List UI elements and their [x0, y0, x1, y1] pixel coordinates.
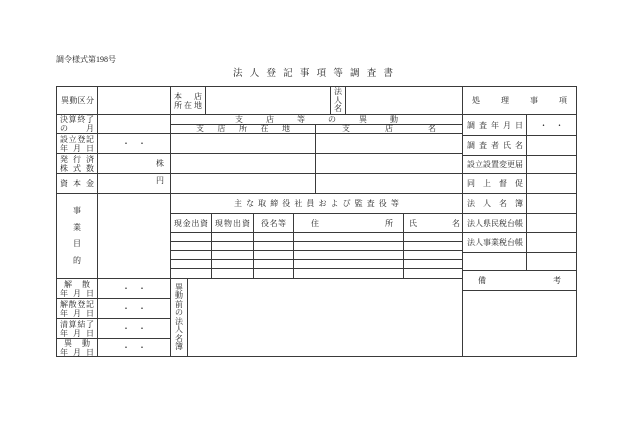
shares-label-line2-char: 式	[73, 163, 81, 173]
dissolution-registration-label-line2-char: 日	[86, 308, 94, 318]
officers-col-name-label	[409, 219, 460, 228]
business-tax-label	[467, 238, 523, 247]
business-tax-label-char: 法	[467, 238, 475, 247]
prefectural-tax-label-char: 法	[467, 218, 475, 228]
purpose-label-char: 目	[73, 239, 81, 249]
officers-col-cash-label-char: 資	[199, 218, 208, 228]
shares-label-line2-char: 株	[60, 163, 68, 173]
dissolution-label-line2-char: 日	[86, 288, 94, 298]
surveyor-label-char: 名	[515, 141, 523, 150]
establishment-label-line1-char: 立	[68, 134, 77, 144]
fiscal-end-label-line1-char: 決	[60, 115, 68, 124]
purpose-cell	[56, 193, 98, 279]
dissolution-registration-label-line1-char: 解	[60, 299, 68, 309]
officers-col-kind-label-char: 資	[242, 218, 250, 228]
form-title-char: 登	[266, 69, 276, 79]
officers-col-address-label	[311, 219, 393, 228]
dissolution-label-line1-char: 散	[82, 279, 90, 289]
fiscal-end-value	[97, 114, 171, 134]
liquidation-label-line2	[60, 329, 94, 338]
processing-title-char: 処	[472, 96, 480, 105]
branch-col-address-char: 在	[260, 124, 269, 133]
survey-date-mark: ・ ・	[539, 120, 564, 130]
fiscal-end-label-line2	[60, 124, 94, 133]
officers-col-role-label	[261, 219, 286, 228]
registry-label-char: 人	[483, 199, 491, 208]
previous-registry-label	[175, 284, 183, 352]
previous-registry-label-char: の	[175, 308, 183, 318]
change-date-cell	[56, 338, 98, 357]
prefectural-tax-label-char: 県	[483, 218, 491, 228]
branch-col-name-char: 支	[342, 124, 350, 133]
registry-value	[526, 193, 577, 214]
business-tax-label-char: 業	[491, 238, 499, 247]
corporation-name-label-char: 法	[334, 87, 342, 96]
officer-row-5-col-1	[170, 268, 212, 279]
liquidation-label-line2-char: 日	[86, 328, 94, 338]
change-date-label-line2-char: 年	[60, 347, 68, 357]
dissolution-registration-label-line2-char: 年	[60, 308, 68, 318]
dissolution-label-line2-char: 年	[60, 288, 68, 298]
surveyor-value	[526, 135, 577, 156]
change-date-mark: ・ ・	[122, 343, 146, 352]
change-date-label-line2	[60, 348, 94, 357]
processing-item-survey-date	[462, 114, 527, 136]
registry-label-char: 名	[499, 199, 507, 208]
dissolution-registration-label-line1-char: 登	[77, 299, 86, 309]
registry-label-char: 簿	[515, 199, 523, 208]
officers-title-char: 社	[294, 199, 303, 208]
officers-col-kind-label	[215, 219, 250, 228]
reminder-label-char: 上	[483, 179, 491, 188]
head-office-cell	[170, 86, 206, 115]
remarks-label	[478, 276, 561, 285]
establishment-cell	[56, 133, 98, 154]
liquidation-label-line1-char: 清	[60, 319, 68, 329]
officers-title-char: 取	[258, 199, 267, 208]
branch-title-char: の	[328, 114, 336, 124]
officers-col-cash-label-char: 出	[191, 218, 200, 228]
change-date-label-line1-char: 動	[82, 338, 90, 348]
branch-title-char: 支	[235, 114, 243, 124]
change-type-label-char: 区	[77, 96, 86, 105]
officers-title-char: 役	[378, 199, 387, 208]
change-date-label-line2-char: 日	[86, 347, 94, 357]
branch-row-3-address	[170, 173, 316, 194]
head-office-label-line2	[174, 101, 202, 110]
establishment-label-line1	[60, 135, 94, 144]
branch-col-address-char: 地	[282, 124, 290, 133]
officers-header	[170, 193, 463, 214]
reminder-label-char: 督	[499, 179, 507, 188]
prefectural-tax-label	[467, 219, 523, 228]
business-tax-label-char: 台	[507, 238, 515, 247]
business-tax-label-char: 人	[475, 238, 483, 247]
officer-row-5-col-4	[293, 268, 404, 279]
form-title	[233, 69, 393, 80]
business-tax-value	[526, 232, 577, 253]
shares-unit: 株	[156, 159, 164, 168]
surveyor-label-char: 調	[467, 141, 475, 150]
survey-date-label-char: 年	[491, 120, 499, 130]
establishment-value	[97, 133, 171, 154]
officers-title-char: 締	[270, 199, 279, 208]
officer-row-5-col-2	[211, 268, 254, 279]
officers-col-address-label-char: 住	[311, 218, 319, 228]
head-office-label-line2-char: 地	[194, 100, 202, 110]
head-office-label-line2-char: 在	[184, 100, 192, 110]
officers-col-kind-label-char: 現	[215, 218, 223, 228]
officers-col-role	[253, 213, 294, 233]
branch-row-2-name	[315, 153, 463, 174]
branch-col-name-char: 店	[385, 124, 393, 133]
liquidation-label-line1-char: 結	[77, 319, 86, 329]
remarks-label-char: 考	[553, 276, 561, 285]
officers-title-char: 査	[366, 199, 375, 208]
remarks-label-char: 備	[478, 276, 486, 285]
fiscal-end-label-line1-char: 終	[77, 115, 86, 124]
change-type-value	[97, 86, 171, 115]
form-title-char: 法	[233, 69, 243, 79]
shares-label-line1-char: 行	[73, 154, 81, 164]
reminder-label-char: 促	[515, 179, 523, 188]
officers-col-kind	[211, 213, 254, 233]
form-title-char: 査	[366, 69, 377, 79]
liquidation-label-line2-char: 年	[60, 328, 68, 338]
reminder-label-char: 同	[467, 179, 475, 188]
establishment-label-line2	[60, 144, 94, 153]
officers-title-char: 等	[390, 199, 399, 208]
shares-value	[97, 153, 171, 174]
dissolution-label-line2-char: 月	[73, 288, 81, 298]
surveyor-label-char: 査	[479, 141, 487, 150]
survey-date-value	[526, 114, 577, 136]
officers-title-char: 役	[282, 199, 291, 208]
branch-col-address-char: 支	[196, 124, 204, 133]
change-type-label-char: 異	[61, 96, 69, 105]
capital-label-char: 金	[86, 179, 94, 188]
form-number: 調令様式第198号	[56, 55, 116, 64]
officers-title-char: な	[246, 199, 255, 208]
officers-col-kind-label-char: 出	[233, 218, 241, 228]
processing-title-char: 項	[559, 96, 567, 105]
processing-header	[462, 86, 577, 115]
change-date-value	[97, 338, 171, 357]
shares-label-line1-char: 済	[86, 154, 94, 164]
processing-title	[472, 96, 567, 105]
capital-cell	[56, 173, 98, 194]
branch-col-address-char: 所	[239, 124, 247, 133]
remarks-value	[462, 290, 577, 357]
branch-col-address	[196, 125, 290, 133]
officers-col-role-label-char: 名	[269, 218, 278, 228]
dissolution-label-line1	[60, 280, 94, 289]
establishment-label-line1-char: 記	[85, 134, 94, 144]
previous-registry-label-char: 法	[175, 316, 183, 326]
purpose-label	[73, 207, 81, 265]
officers-col-kind-label-char: 物	[224, 218, 232, 228]
officers-title-char: よ	[330, 199, 339, 208]
liquidation-date-mark: ・ ・	[122, 324, 146, 333]
processing-title-char: 事	[530, 96, 538, 105]
previous-registry-label-char: 異	[175, 282, 183, 292]
establishment-label-line1-char: 設	[60, 134, 68, 144]
officers-col-name-label-char: 名	[452, 218, 460, 228]
capital-value	[97, 173, 171, 194]
officers-col-cash-label-char: 現	[174, 218, 182, 228]
purpose-value	[97, 193, 171, 279]
branch-row-1-address	[170, 133, 316, 154]
processing-item-registry	[462, 193, 527, 214]
form-title-char: 等	[333, 69, 343, 79]
reminder-label	[467, 179, 523, 188]
survey-date-label-char: 査	[479, 120, 487, 130]
branch-row-1-name	[315, 133, 463, 154]
form-title-char: 人	[249, 69, 260, 79]
change-date-label-line1	[60, 339, 94, 348]
officers-col-address	[293, 213, 404, 233]
prefectural-tax-value	[526, 213, 577, 233]
officers-title-char: お	[318, 199, 327, 208]
head-office-label-line1	[174, 92, 202, 101]
corporation-name-cell	[330, 86, 346, 115]
processing-item-business-tax	[462, 232, 527, 253]
officers-title	[234, 199, 399, 208]
survey-date-label-char: 月	[503, 120, 511, 130]
processing-item-reminder	[462, 173, 527, 194]
survey-date-label-char: 日	[515, 120, 523, 130]
dissolution-registration-label-line1-char: 散	[68, 299, 77, 309]
change-notice-label-char: 設	[483, 160, 491, 169]
dissolution-registration-label-line1	[60, 300, 94, 309]
corporation-name-label-char: 名	[334, 104, 342, 113]
officer-row-5-col-5	[403, 268, 463, 279]
remarks-header	[462, 270, 577, 291]
change-notice-label-char: 変	[499, 160, 507, 169]
previous-registry-cell	[170, 278, 188, 357]
branch-col-address-char: 店	[217, 124, 226, 133]
prefectural-tax-label-char: 台	[507, 218, 515, 228]
liquidation-cell	[56, 318, 98, 339]
officers-col-name-label-char: 氏	[409, 218, 417, 228]
branch-row-3-name	[315, 173, 463, 194]
processing-item-prefectural-tax	[462, 213, 527, 233]
prefectural-tax-label-char: 人	[475, 218, 483, 228]
previous-registry-label-char: 人	[175, 325, 183, 335]
form-title-char: 記	[283, 69, 293, 79]
officers-title-char: び	[342, 199, 351, 208]
processing-blank-value	[526, 252, 577, 271]
branch-title-char: 異	[359, 114, 367, 124]
dissolution-registration-label-line1-char: 記	[85, 299, 94, 309]
change-type-label-char: 動	[69, 96, 78, 105]
shares-label-line2	[60, 164, 94, 173]
officers-title-char: 員	[306, 199, 315, 208]
liquidation-label-line2-char: 月	[73, 328, 81, 338]
previous-registry-label-char: 動	[175, 291, 183, 301]
liquidation-label-line1-char: 了	[85, 319, 94, 329]
officers-col-cash-label	[174, 219, 208, 228]
change-notice-label-char: 立	[475, 160, 483, 169]
officers-col-role-label-char: 等	[278, 218, 286, 228]
branch-title-char: 店	[266, 114, 274, 124]
business-tax-label-char: 帳	[515, 238, 523, 247]
officers-col-role-label-char: 役	[261, 218, 269, 228]
head-office-label-line1-char: 店	[194, 91, 202, 101]
establishment-label-line2-char: 日	[86, 143, 94, 153]
form-title-char: 事	[299, 69, 310, 79]
establishment-label-line2-char: 年	[60, 143, 68, 153]
purpose-label-char: 的	[73, 255, 81, 265]
dissolution-label-line2	[60, 289, 94, 298]
branch-title	[235, 116, 398, 124]
officers-title-char: 監	[354, 199, 363, 208]
fiscal-end-label-line1	[60, 115, 94, 124]
officers-col-cash-label-char: 金	[182, 218, 191, 228]
capital-label-char: 本	[73, 179, 81, 188]
purpose-label-char: 事	[73, 206, 81, 215]
branch-row-2-address	[170, 153, 316, 174]
dissolution-registration-cell	[56, 298, 98, 319]
change-notice-label-char: 置	[491, 160, 499, 169]
dissolution-registration-date-mark: ・ ・	[122, 304, 146, 313]
branch-title-char: 等	[297, 114, 305, 124]
business-tax-label-char: 事	[483, 238, 491, 247]
fiscal-end-label-line1-char: 算	[68, 115, 77, 124]
officers-col-cash	[170, 213, 212, 233]
form-title-char: 書	[383, 69, 393, 79]
dissolution-registration-label-line2	[60, 309, 94, 318]
officers-col-name	[403, 213, 463, 233]
officers-title-char: 主	[234, 199, 242, 208]
surveyor-label-char: 氏	[503, 141, 511, 150]
business-tax-label-char: 税	[499, 238, 507, 247]
branch-col-name-char: 名	[428, 124, 436, 133]
change-notice-label-char: 届	[515, 160, 523, 169]
dissolution-registration-value	[97, 298, 171, 319]
processing-item-surveyor	[462, 135, 527, 156]
reminder-value	[526, 173, 577, 194]
capital-label	[60, 179, 94, 188]
head-office-value	[205, 86, 331, 115]
head-office-label-line2-char: 所	[174, 100, 182, 110]
shares-cell	[56, 153, 98, 174]
change-type-label	[61, 96, 94, 105]
capital-unit: 円	[156, 176, 164, 185]
branch-title-char: 動	[390, 114, 398, 124]
dissolution-cell	[56, 278, 98, 299]
change-date-label-line1-char: 異	[64, 338, 72, 348]
fiscal-end-label-line2-char: の	[60, 124, 68, 133]
survey-date-label	[467, 121, 523, 130]
previous-registry-label-char: 名	[175, 333, 183, 343]
registry-label-char: 法	[467, 199, 475, 208]
dissolution-date-mark: ・ ・	[122, 284, 146, 293]
liquidation-label-line1-char: 算	[68, 319, 77, 329]
processing-blank-label	[462, 252, 527, 271]
processing-title-char: 理	[501, 96, 509, 105]
officer-row-5-col-3	[253, 268, 294, 279]
prefectural-tax-label-char: 税	[499, 218, 507, 228]
fiscal-end-label-line2-char: 月	[86, 124, 94, 133]
establishment-date-mark: ・ ・	[122, 139, 146, 148]
shares-label-line1-char: 発	[60, 154, 68, 164]
change-type-label-char: 分	[85, 96, 94, 105]
surveyor-label	[467, 141, 523, 150]
change-notice-label-char: 更	[507, 160, 515, 169]
change-notice-label	[467, 160, 523, 169]
dissolution-registration-label-line2-char: 月	[73, 308, 81, 318]
previous-registry-label-char: 簿	[175, 342, 183, 352]
corporation-name-label-char: 人	[334, 95, 342, 105]
surveyor-label-char: 者	[491, 141, 499, 150]
shares-label-line2-char: 数	[86, 163, 94, 173]
survey-date-label-char: 調	[467, 120, 475, 130]
change-type-cell	[56, 86, 98, 115]
dissolution-label-line1-char: 解	[64, 279, 72, 289]
change-notice-value	[526, 155, 577, 174]
fiscal-end-label-line1-char: 了	[85, 115, 94, 124]
previous-registry-label-char: 前	[175, 299, 183, 309]
establishment-label-line2-char: 月	[73, 143, 81, 153]
officers-col-address-label-char: 所	[385, 218, 393, 228]
branch-col-name	[342, 125, 436, 133]
registry-label	[467, 199, 523, 208]
change-date-label-line2-char: 月	[73, 347, 81, 357]
prefectural-tax-label-char: 民	[491, 218, 499, 228]
prefectural-tax-label-char: 帳	[515, 218, 523, 228]
corporation-name-value	[345, 86, 463, 115]
liquidation-value	[97, 318, 171, 339]
processing-item-change-notice	[462, 155, 527, 174]
head-office-label-line1-char: 本	[174, 91, 182, 101]
fiscal-end-cell	[56, 114, 98, 134]
corporation-name-label	[334, 88, 342, 113]
dissolution-value	[97, 278, 171, 299]
shares-label-line1	[60, 155, 94, 164]
change-notice-label-char: 設	[467, 160, 475, 169]
previous-registry-value	[187, 278, 463, 357]
purpose-label-char: 業	[73, 222, 81, 232]
capital-label-char: 資	[60, 179, 68, 188]
form-title-char: 調	[350, 69, 360, 79]
establishment-label-line1-char: 登	[77, 134, 86, 144]
form-title-char: 項	[316, 69, 327, 79]
liquidation-label-line1	[60, 320, 94, 329]
